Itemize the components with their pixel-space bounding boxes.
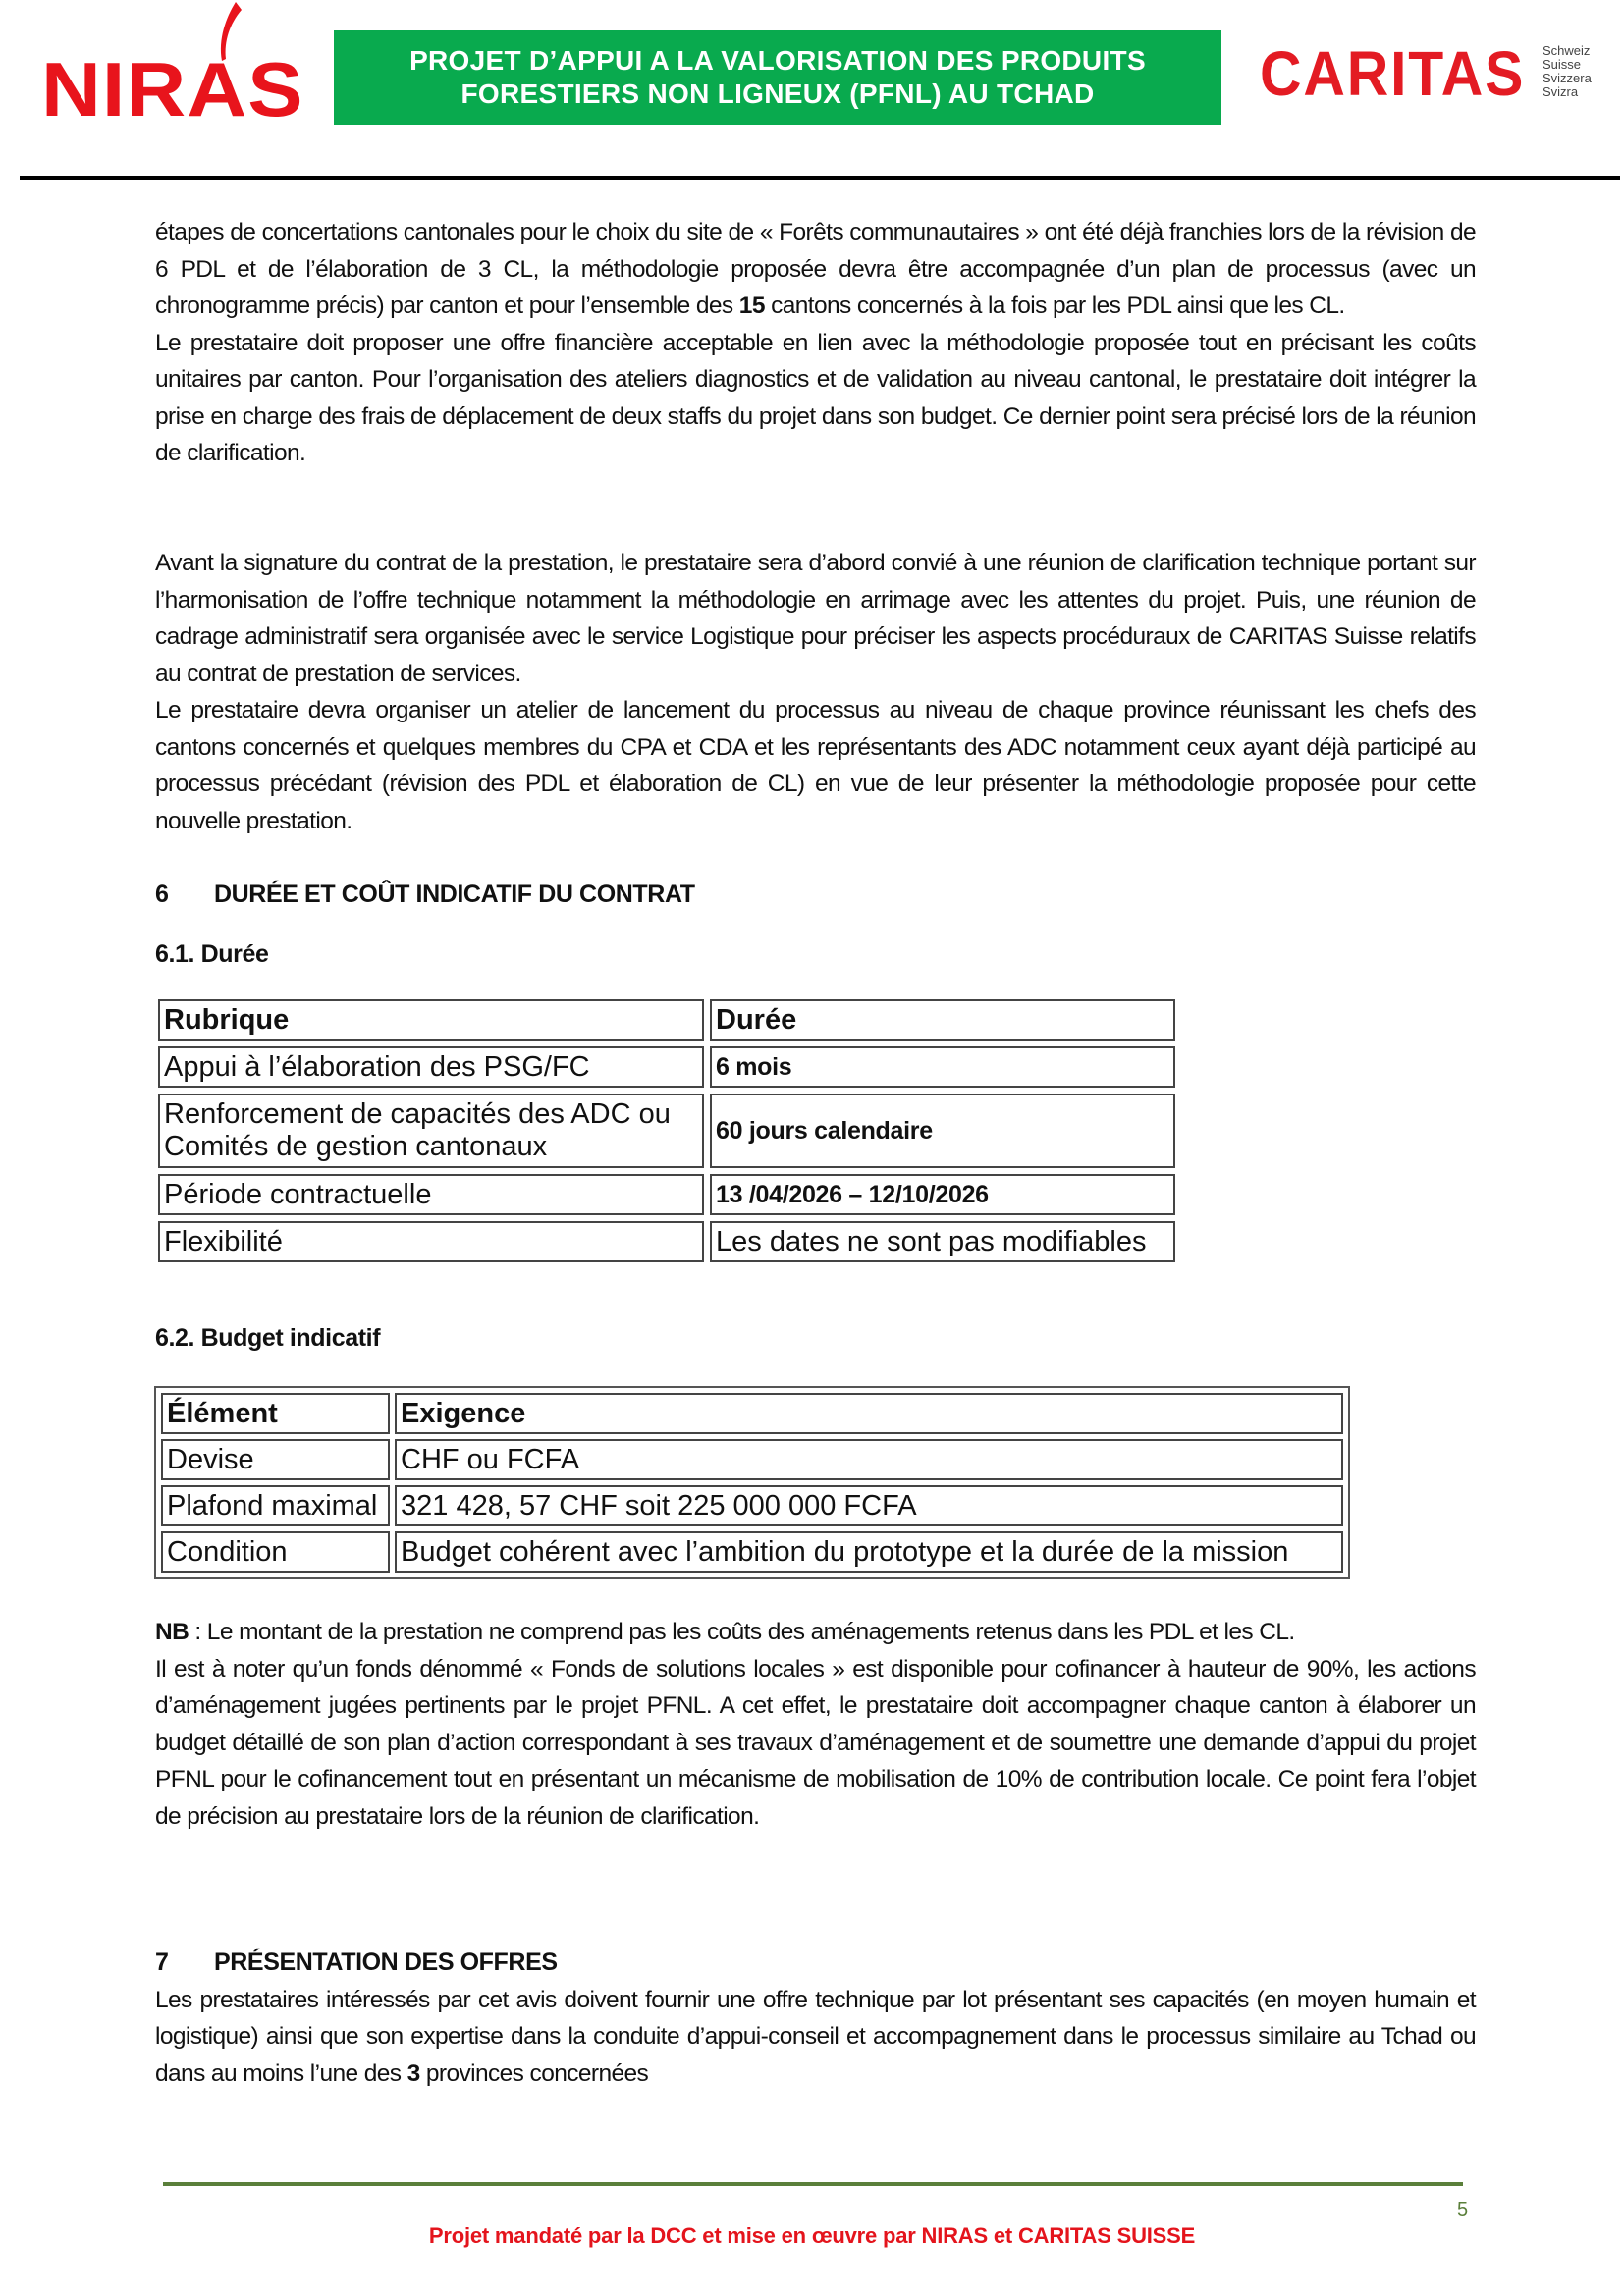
budget-table-frame xyxy=(154,1386,1350,1579)
section-title: PRÉSENTATION DES OFFRES xyxy=(214,1949,558,1976)
paragraph xyxy=(155,214,1476,325)
table-cell: Plafond maximal xyxy=(161,1485,390,1526)
table-row xyxy=(158,1094,1175,1168)
table-cell: Appui à l’élaboration des PSG/FC xyxy=(158,1046,704,1088)
section-heading xyxy=(155,877,1476,914)
paragraph-text: étapes de concertations cantonales pour le choix du site de « Forêts communautaires » ont été déjà franchies lors de la révision de 6 PDL et de l’élaboration de 3 CL, la méthodologie proposée devra être accompagnée d’un plan de processus (avec un chronogramme précis) par canton et pour l’ensemble des xyxy=(155,219,1476,319)
budget-notes xyxy=(155,1614,1476,1835)
caritas-logo xyxy=(1260,39,1594,118)
table-cell: Les dates ne sont pas modifiables xyxy=(710,1221,1175,1262)
table-header-row xyxy=(158,999,1175,1041)
body-block-clarification xyxy=(155,545,1476,839)
table-cell: CHF ou FCFA xyxy=(395,1439,1343,1480)
paragraph xyxy=(155,1982,1476,2093)
paragraph: Le prestataire doit proposer une offre financière acceptable en lien avec la méthodologie proposée tout en précisant les coûts unitaires par canton. Pour l’organisation des ateliers diagnostics et de validation au niveau cantonal, le prestataire doit intégrer la prise en charge des frais de déplacement de deux staffs du projet dans son budget. Ce dernier point sera précisé lors de la réunion de clarification. xyxy=(155,329,1476,466)
table-cell: Condition xyxy=(161,1531,390,1573)
niras-logo-text: NIRAS xyxy=(41,46,304,133)
nb-label: NB xyxy=(155,1619,189,1645)
caritas-logo-text: CARITAS xyxy=(1260,38,1526,109)
paragraph: Il est à noter qu’un fonds dénommé « Fonds de solutions locales » est disponible pour cofinancer à hauteur de 90%, les actions d’aménagement jugées pertinents par le projet PFNL. A cet effet, le prestataire doit accompagner chaque canton à élaborer un budget détaillé de son plan d’action correspondant à ses travaux d’aménagement et de soumettre une demande d’appui du projet PFNL pour le cofinancement tout en présentant un mécanisme de mobilisation de 10% de contribution locale. Ce point fera l’objet de précision au prestataire lors de la réunion de clarification. xyxy=(155,1655,1476,1830)
subsection-heading: 6.1. Durée xyxy=(155,940,269,968)
paragraph: Le prestataire devra organiser un atelier de lancement du processus au niveau de chaque province réunissant les chefs des cantons concernés et quelques membres du CPA et CDA et les représentants des ADC notamment ceux ayant déjà participé au processus précédant (révision des PDL et élaboration de CL) en vue de leur présenter la méthodologie proposée pour cette nouvelle prestation. xyxy=(155,697,1476,834)
nb-note xyxy=(155,1614,1476,1651)
caritas-language: Svizra xyxy=(1543,84,1579,99)
section-6-header xyxy=(155,877,1476,974)
table-cell: Période contractuelle xyxy=(158,1174,704,1215)
section-heading xyxy=(155,1945,1476,1982)
table-row xyxy=(158,1046,1175,1088)
table-cell: 321 428, 57 CHF soit 225 000 000 FCFA xyxy=(395,1485,1343,1526)
bold-number: 15 xyxy=(738,293,765,319)
table-row xyxy=(161,1439,1343,1480)
caritas-language: Svizzera xyxy=(1543,71,1592,85)
table-cell: 60 jours calendaire xyxy=(710,1094,1175,1168)
page-header xyxy=(0,0,1624,187)
nb-text: : Le montant de la prestation ne comprend pas les coûts des aménagements retenus dans les PDL et les CL. xyxy=(189,1619,1295,1645)
table-row xyxy=(161,1485,1343,1526)
table-header-row xyxy=(161,1393,1343,1434)
table-header-cell: Rubrique xyxy=(158,999,704,1041)
table-row xyxy=(161,1531,1343,1573)
paragraph-text: provinces concernées xyxy=(419,2059,649,2087)
caritas-language: Suisse xyxy=(1543,57,1582,72)
section-title: DURÉE ET COÛT INDICATIF DU CONTRAT xyxy=(214,881,695,908)
footer-divider xyxy=(163,2182,1463,2186)
section-number: 6 xyxy=(155,881,169,908)
niras-logo xyxy=(41,0,304,133)
table-cell: Devise xyxy=(161,1439,390,1480)
project-title-banner xyxy=(334,30,1221,125)
table-header-cell: Durée xyxy=(710,999,1175,1041)
paragraph-text: cantons concernés à la fois par les PDL ainsi que les CL. xyxy=(764,293,1345,319)
table-cell: 13 /04/2026 – 12/10/2026 xyxy=(710,1174,1175,1215)
table-row xyxy=(158,1221,1175,1262)
paragraph-text: Les prestataires intéressés par cet avis doivent fournir une offre technique par lot présentant ses capacités (en moyen humain et logistique) ainsi que son expertise dans la conduite d’appui-conseil et accompagnement dans le processus similaire au Tchad ou dans au moins l’une des xyxy=(155,1986,1476,2087)
table-cell: Flexibilité xyxy=(158,1221,704,1262)
section-7 xyxy=(155,1945,1476,2092)
caritas-languages xyxy=(1543,44,1592,99)
paragraph: Avant la signature du contrat de la prestation, le prestataire sera d’abord convié à une réunion de clarification technique portant sur l’harmonisation de l’offre technique notamment la méthodologie en arrimage avec les attentes du projet. Puis, une réunion de cadrage administratif sera organisée avec le service Logistique pour préciser les aspects procéduraux de CARITAS Suisse relatifs au contrat de prestation de services. xyxy=(155,550,1476,687)
section-number: 7 xyxy=(155,1949,169,1976)
body-block-methodology xyxy=(155,214,1476,472)
duration-table xyxy=(152,993,1181,1268)
table-row xyxy=(158,1174,1175,1215)
table-cell: Budget cohérent avec l’ambition du prototype et la durée de la mission xyxy=(395,1531,1343,1573)
table-cell: 6 mois xyxy=(710,1046,1175,1088)
project-title-line-2: FORESTIERS NON LIGNEUX (PFNL) AU TCHAD xyxy=(460,79,1095,109)
project-title-line-1: PROJET D’APPUI A LA VALORISATION DES PRODUITS xyxy=(409,45,1146,76)
subsection-heading: 6.2. Budget indicatif xyxy=(155,1324,381,1352)
table-header-cell: Exigence xyxy=(395,1393,1343,1434)
page-number: 5 xyxy=(1457,2199,1469,2220)
caritas-language: Schweiz xyxy=(1543,43,1591,58)
table-cell: Renforcement de capacités des ADC ou Comités de gestion cantonaux xyxy=(158,1094,704,1168)
budget-table xyxy=(156,1388,1348,1577)
subsection-budget xyxy=(155,1320,1476,1358)
header-divider xyxy=(20,176,1620,180)
bold-number: 3 xyxy=(406,2059,420,2087)
table-header-cell: Élément xyxy=(161,1393,390,1434)
footer-text: Projet mandaté par la DCC et mise en œuvre par NIRAS et CARITAS SUISSE xyxy=(428,2223,1196,2248)
